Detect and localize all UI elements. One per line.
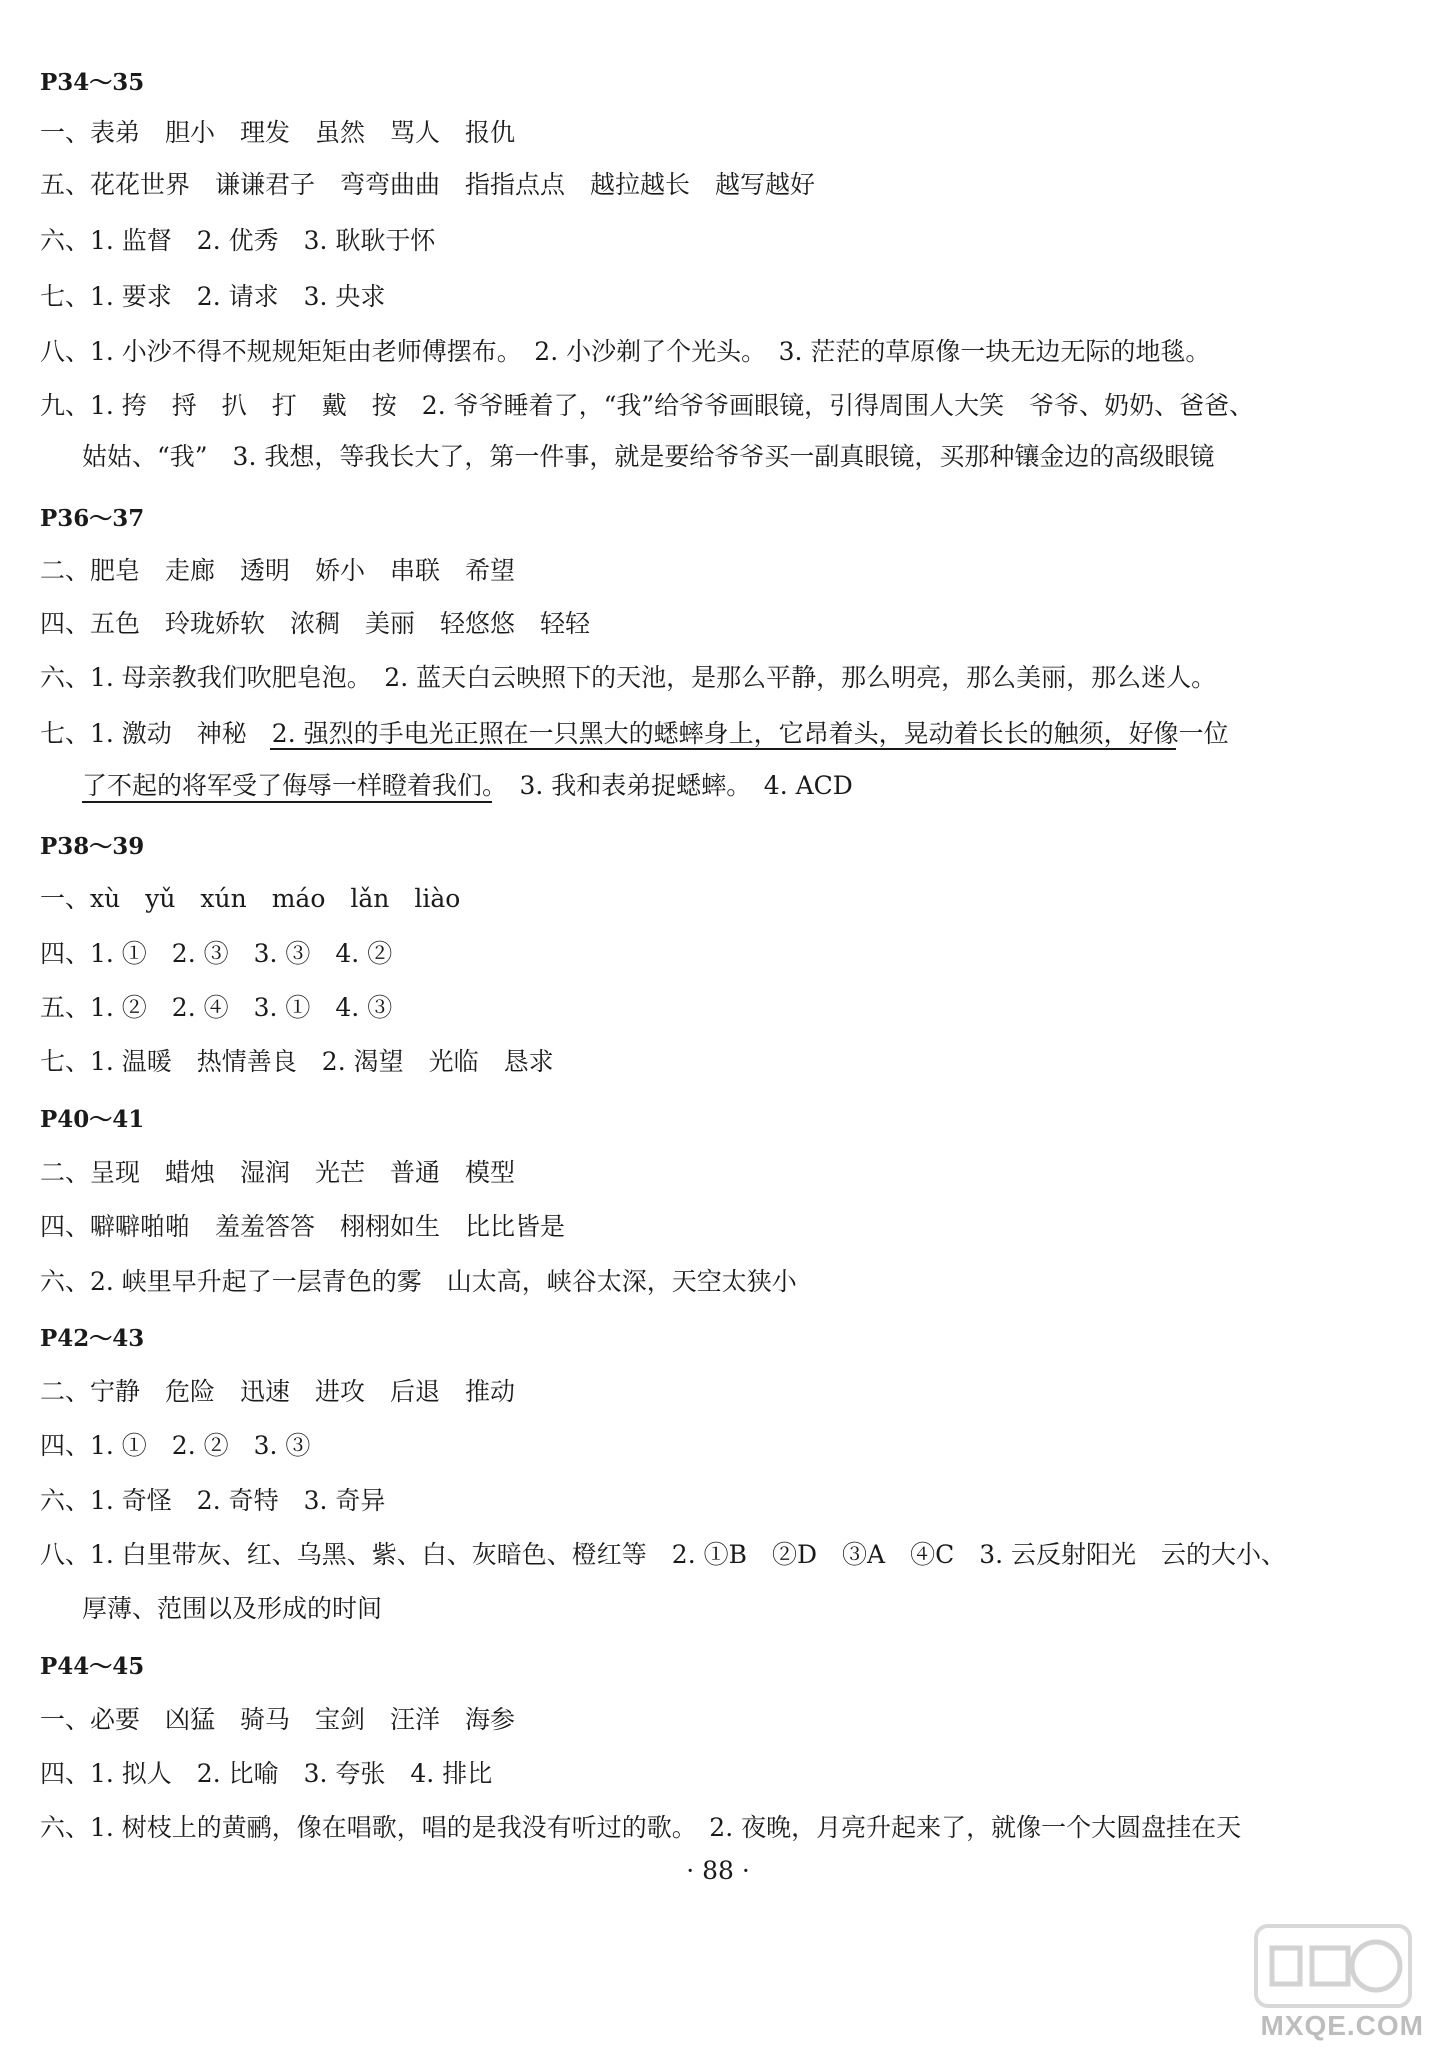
answer-line: 四、1. ① 2. ② 3. ③: [40, 1431, 311, 1460]
answer-line: 六、1. 奇怪 2. 奇特 3. 奇异: [40, 1486, 386, 1515]
answer-line: 厚薄、范围以及形成的时间: [82, 1594, 383, 1623]
section-heading: P34～35: [40, 69, 145, 96]
answer-line: 一、xù yǔ xún máo lǎn liào: [40, 884, 461, 913]
answer-line: 六、1. 母亲教我们吹肥皂泡。 2. 蓝天白云映照下的天池，是那么平静，那么明亮，那么美丽，那么迷人。: [40, 663, 1217, 692]
section-heading: P42～43: [40, 1325, 145, 1352]
answer-line: 二、呈现 蜡烛 湿润 光芒 普通 模型: [40, 1158, 516, 1187]
answer-line: 二、宁静 危险 迅速 进攻 后退 推动: [40, 1377, 516, 1406]
answer-line: 九、1. 挎 捋 扒 打 戴 按 2. 爷爷睡着了，“我”给爷爷画眼镜，引得周围人大笑 爷爷、奶奶、爸爸、: [40, 391, 1255, 420]
answer-line: 六、1. 监督 2. 优秀 3. 耿耿于怀: [40, 226, 436, 255]
section-heading: P38～39: [40, 833, 145, 860]
site-watermark: [1226, 1920, 1436, 2048]
underline-mark: [82, 801, 492, 803]
section-heading: P36～37: [40, 505, 145, 532]
watermark-text: MXQE.COM: [1260, 2010, 1424, 2041]
answer-line: 八、1. 白里带灰、红、乌黑、紫、白、灰暗色、橙红等 2. ①B ②D ③A ④C 3. 云反射阳光 云的大小、: [40, 1540, 1286, 1569]
answer-line: 六、1. 树枝上的黄鹂，像在唱歌，唱的是我没有听过的歌。 2. 夜晚，月亮升起来了，就像一个大圆盘挂在天: [40, 1813, 1242, 1842]
answer-line: 四、1. ① 2. ③ 3. ③ 4. ②: [40, 939, 393, 968]
answer-line: 二、肥皂 走廊 透明 娇小 串联 希望: [40, 556, 516, 585]
answer-line: 了不起的将军受了侮辱一样瞪着我们。 3. 我和表弟捉蟋蟀。 4. ACD: [82, 771, 853, 800]
answer-line: 五、1. ② 2. ④ 3. ① 4. ③: [40, 993, 393, 1022]
section-heading: P44～45: [40, 1653, 145, 1680]
answer-line: 四、1. 拟人 2. 比喻 3. 夸张 4. 排比: [40, 1759, 493, 1788]
underline-mark: [270, 748, 1176, 750]
answer-line: 八、1. 小沙不得不规规矩矩由老师傅摆布。 2. 小沙剃了个光头。 3. 茫茫的草原像一块无边无际的地毯。: [40, 337, 1211, 366]
section-heading: P40～41: [40, 1106, 145, 1133]
answer-line: 一、必要 凶猛 骑马 宝剑 汪洋 海参: [40, 1705, 516, 1734]
answer-line: 七、1. 温暖 热情善良 2. 渴望 光临 恳求: [40, 1047, 554, 1076]
answer-line: 一、表弟 胆小 理发 虽然 骂人 报仇: [40, 118, 516, 147]
watermark-logo-icon: [1254, 1924, 1412, 2008]
answer-line: 七、1. 要求 2. 请求 3. 央求: [40, 282, 386, 311]
answer-line: 姑姑、“我” 3. 我想，等我长大了，第一件事，就是要给爷爷买一副真眼镜，买那种镶金边的高级眼镜: [82, 442, 1215, 471]
answer-line: 七、1. 激动 神秘 2. 强烈的手电光正照在一只黑大的蟋蟀身上，它昂着头，晃动着长长的触须，好像一位: [40, 719, 1229, 748]
answer-line: 五、花花世界 谦谦君子 弯弯曲曲 指指点点 越拉越长 越写越好: [40, 170, 816, 199]
answer-line: 四、五色 玲珑娇软 浓稠 美丽 轻悠悠 轻轻: [40, 609, 591, 638]
answer-line: 四、噼噼啪啪 羞羞答答 栩栩如生 比比皆是: [40, 1212, 566, 1241]
answer-line: 六、2. 峡里早升起了一层青色的雾 山太高，峡谷太深，天空太狭小: [40, 1267, 797, 1296]
page-number: · 88 ·: [686, 1856, 750, 1885]
